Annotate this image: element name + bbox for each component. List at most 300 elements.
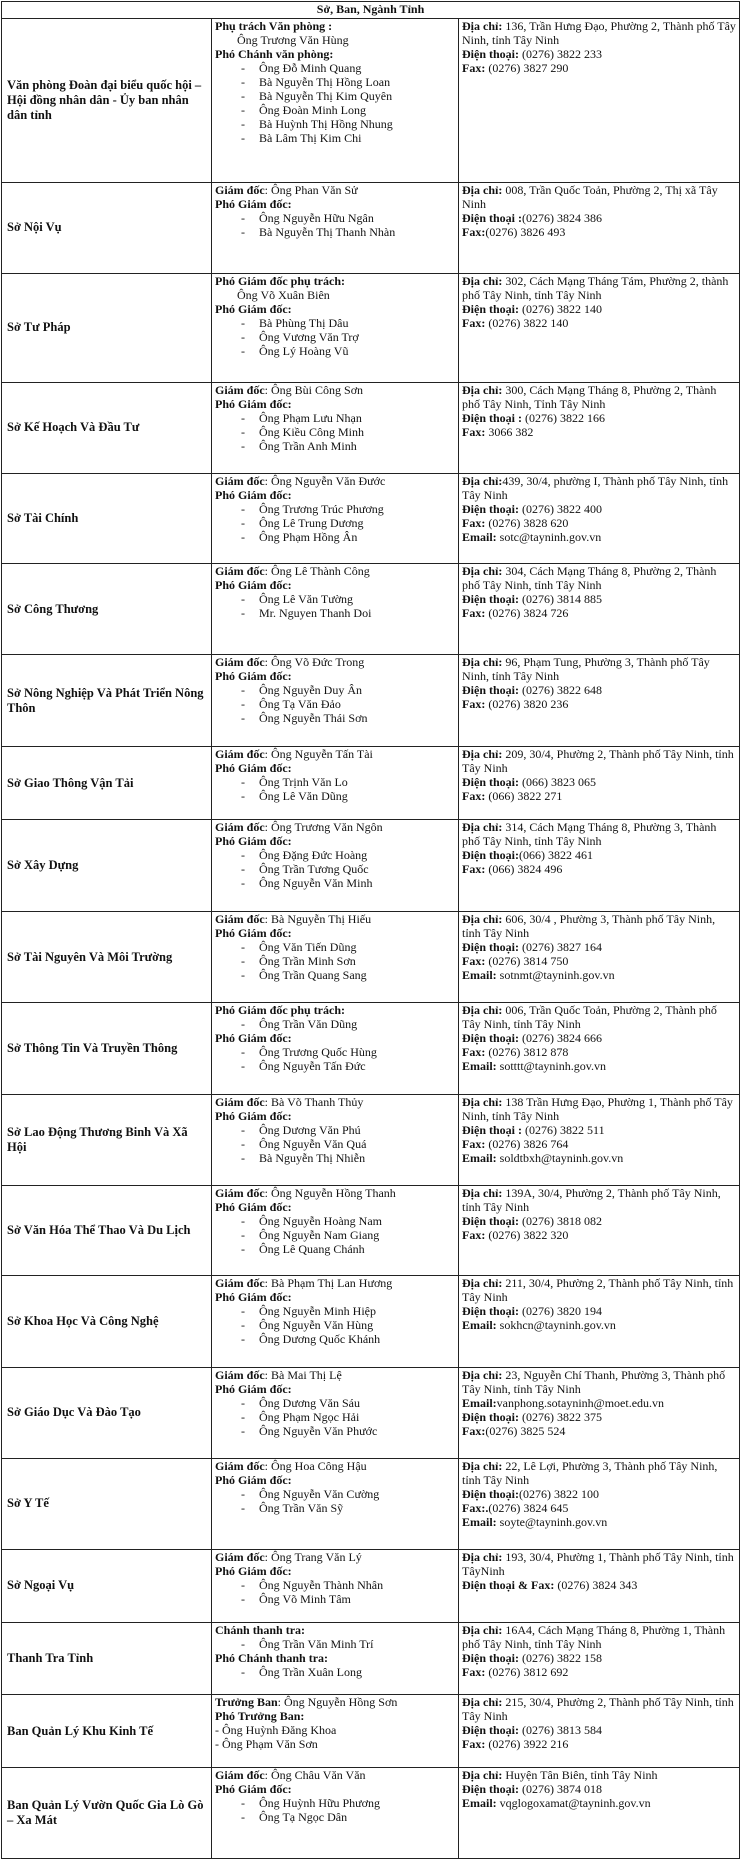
- role-label: Giám đốc: [215, 1768, 265, 1783]
- contact-value: (0276) 3822 648: [522, 683, 603, 698]
- leader-name: : Bà Mai Thị Lệ: [264, 1368, 342, 1383]
- leader-name: - Ông Dương Văn Sáu: [215, 1396, 455, 1410]
- role-label: Phó Giám đốc phụ trách:: [215, 1002, 346, 1017]
- contact-line: [462, 1186, 736, 1214]
- contact-line: [462, 1737, 736, 1751]
- contact-value: (0276) 3822 320: [488, 1227, 569, 1242]
- contact-separator: :: [498, 1458, 506, 1473]
- contact-label: Địa chỉ: [462, 1768, 499, 1783]
- table-row: [2, 1368, 740, 1459]
- leader-name: : Ông Trương Văn Ngôn: [264, 820, 383, 835]
- contact-label: Fax: [462, 1044, 482, 1059]
- contact-value: 211, 30/4, Phường 2, Thành phố Tây Ninh, tỉnh Tây Ninh: [462, 1276, 734, 1305]
- contact-line: [462, 1151, 736, 1165]
- contact-separator: :: [498, 1094, 506, 1109]
- leader-line: [215, 655, 455, 669]
- agency-name: Sở Nông Nghiệp Và Phát Triển Nông Thôn: [2, 655, 212, 747]
- contact-label: Điện thoại: [462, 1213, 516, 1228]
- leader-name: : Bà Nguyễn Thị Hiếu: [264, 912, 372, 927]
- contact-line: [462, 820, 736, 848]
- contact-value: (0276) 3818 082: [522, 1213, 603, 1228]
- leader-line: [215, 1550, 455, 1564]
- leader-name: - Ông Trần Văn Sỹ: [215, 1501, 455, 1515]
- contact-label: Địa chỉ: [462, 912, 499, 927]
- role-label: Phụ trách Văn phòng :: [215, 19, 333, 33]
- leader-name: - Ông Nguyễn Văn Cường: [215, 1487, 455, 1501]
- role-label: Giám đốc: [215, 1276, 265, 1291]
- leader-name: - Ông Huỳnh Hữu Phương: [215, 1796, 455, 1810]
- table-row: [2, 1094, 740, 1185]
- contact-label: Điện thoại & Fax: [462, 1577, 551, 1592]
- contact-value: soldtbxh@tayninh.gov.vn: [499, 1150, 624, 1165]
- contact-separator: :: [515, 592, 523, 607]
- agency-name: Ban Quản Lý Khu Kinh Tế: [2, 1694, 212, 1767]
- contact-value: sotttt@tayninh.gov.vn: [499, 1058, 606, 1073]
- leader-name: - Bà Nguyễn Thị Thanh Nhàn: [215, 225, 455, 239]
- contact-separator: :: [498, 182, 506, 197]
- leader-name: - Ông Đặng Đức Hoàng: [215, 848, 455, 862]
- contact-value: (0276) 3820 194: [522, 1304, 603, 1319]
- role-label: Phó Giám đốc phụ trách:: [215, 273, 346, 288]
- table-row: [2, 273, 740, 382]
- leaders-cell: [212, 1368, 459, 1459]
- contact-label: Điện thoại: [462, 501, 516, 516]
- leader-name: - Bà Lâm Thị Kim Chi: [215, 131, 455, 145]
- contact-separator: :: [481, 61, 489, 75]
- contact-label: Điện thoại: [462, 1410, 516, 1425]
- contact-label: Địa chỉ: [462, 273, 499, 288]
- contact-line: [462, 19, 736, 47]
- contact-separator: :: [492, 529, 500, 544]
- leader-name: : Ông Lê Thành Công: [264, 564, 370, 579]
- leader-name: - Ông Đỗ Minh Quang: [215, 61, 455, 75]
- contact-separator: :: [492, 1318, 500, 1333]
- contact-value: Huyện Tân Biên, tỉnh Tây Ninh: [505, 1768, 658, 1783]
- contact-value: (0276) 3827 290: [488, 61, 569, 75]
- role-label: Giám đốc: [215, 1094, 265, 1109]
- contact-label: Địa chỉ: [462, 473, 499, 488]
- contact-separator: :: [498, 912, 506, 927]
- leader-name: - Ông Nguyễn Tấn Đức: [215, 1059, 455, 1073]
- contact-line: [462, 1396, 736, 1410]
- table-row: [2, 1458, 740, 1549]
- contact-value: 193, 30/4, Phường 1, Thành phố Tây Ninh, tỉnh TâyNinh: [462, 1549, 734, 1578]
- leader-line: [215, 1276, 455, 1290]
- contact-line: [462, 1723, 736, 1737]
- contact-separator: :: [515, 301, 523, 316]
- leader-name: : Ông Hoa Công Hậu: [264, 1458, 367, 1473]
- table-header: Sở, Ban, Ngành Tỉnh: [2, 2, 740, 19]
- contact-label: Địa chỉ: [462, 820, 499, 835]
- contact-label: Điện thoại: [462, 210, 516, 225]
- contact-line: [462, 1424, 736, 1438]
- table-row: [2, 564, 740, 655]
- leader-name: - Bà Nguyễn Thị Kim Quyên: [215, 89, 455, 103]
- contact-separator: :: [481, 1664, 489, 1679]
- leaders-cell: [212, 1002, 459, 1094]
- contact-value: 209, 30/4, Phường 2, Thành phố Tây Ninh, tỉnh Tây Ninh: [462, 747, 734, 776]
- leader-name: - Ông Nguyễn Văn Phước: [215, 1424, 455, 1438]
- leaders-cell: [212, 820, 459, 912]
- leader-name: - Bà Nguyễn Thị Hồng Loan: [215, 75, 455, 89]
- contact-line: [462, 1137, 736, 1151]
- contact-value: 304, Cách Mạng Tháng 8, Phường 2, Thành phố Tây Ninh, tỉnh Tây Ninh: [462, 564, 717, 593]
- contact-separator: :: [550, 1577, 558, 1592]
- contacts-cell: [459, 1276, 740, 1368]
- leaders-cell: [212, 564, 459, 655]
- role-label: Phó Giám đốc:: [215, 196, 292, 211]
- contact-label: Địa chỉ: [462, 1276, 499, 1291]
- contact-value: (0276) 3822 233: [522, 47, 603, 61]
- agency-name: Ban Quản Lý Vườn Quốc Gia Lò Gò – Xa Mát: [2, 1768, 212, 1859]
- contact-line: [462, 747, 736, 775]
- leader-name: - Ông Lê Văn Dũng: [215, 789, 455, 803]
- contact-value: 300, Cách Mạng Tháng 8, Phường 2, Thành phố Tây Ninh, Tỉnh Tây Ninh: [462, 383, 717, 412]
- contact-line: [462, 789, 736, 803]
- agency-name: Sở Kế Hoạch Và Đầu Tư: [2, 383, 212, 474]
- contact-separator: :: [498, 564, 506, 579]
- contact-line: [462, 316, 736, 330]
- contact-label: Fax: [462, 315, 482, 330]
- contact-line: [462, 954, 736, 968]
- contact-line: [462, 912, 736, 940]
- contacts-cell: [459, 273, 740, 382]
- contact-label: Địa chỉ: [462, 1094, 499, 1109]
- leader-name: - Ông Nguyễn Hoàng Nam: [215, 1214, 455, 1228]
- contact-line: [462, 1578, 736, 1592]
- leaders-cell: [212, 1622, 459, 1694]
- contact-line: [462, 411, 736, 425]
- contact-label: Địa chỉ: [462, 1185, 499, 1200]
- contact-label: Email: [462, 1396, 493, 1411]
- contact-line: [462, 1304, 736, 1318]
- contact-value: (0276) 3825 524: [485, 1424, 566, 1439]
- contact-line: [462, 1214, 736, 1228]
- leaders-cell: [212, 19, 459, 183]
- contact-label: Fax: [462, 61, 482, 75]
- leader-name: - Ông Lê Quang Chánh: [215, 1242, 455, 1256]
- contact-value: sokhcn@tayninh.gov.vn: [499, 1318, 616, 1333]
- contact-label: Địa chỉ: [462, 655, 499, 670]
- agency-name: Sở Lao Động Thương Binh Và Xã Hội: [2, 1094, 212, 1185]
- contact-label: Điện thoại: [462, 1122, 516, 1137]
- leaders-cell: [212, 182, 459, 273]
- contact-label: Điện thoại: [462, 775, 516, 790]
- contact-line: [462, 1651, 736, 1665]
- contact-separator: :: [498, 1549, 506, 1564]
- contact-separator: :: [515, 683, 523, 698]
- table-row: [2, 383, 740, 474]
- agency-name: Sở Thông Tin Và Truyền Thông: [2, 1002, 212, 1094]
- contact-separator: :: [492, 1150, 500, 1165]
- contact-value: vqglogoxamat@tayninh.gov.vn: [499, 1796, 651, 1811]
- contact-line: [462, 1031, 736, 1045]
- contact-label: Điện thoại: [462, 592, 516, 607]
- leaders-cell: [212, 747, 459, 820]
- table-row: [2, 747, 740, 820]
- table-row: [2, 912, 740, 1003]
- contact-separator: :: [498, 273, 506, 288]
- contact-line: [462, 1059, 736, 1073]
- agency-name: Sở Khoa Học Và Công Nghệ: [2, 1276, 212, 1368]
- contact-line: [462, 1501, 736, 1515]
- leader-name: - Ông Trần Anh Minh: [215, 439, 455, 453]
- contact-separator: :: [515, 940, 523, 955]
- contacts-cell: [459, 1694, 740, 1767]
- leader-name: - Ông Trần Văn Minh Trí: [215, 1637, 455, 1651]
- contact-label: Địa chỉ: [462, 1694, 499, 1709]
- contact-label: Điện thoại: [462, 940, 516, 955]
- contact-line: [462, 940, 736, 954]
- leaders-cell: [212, 273, 459, 382]
- contact-label: Fax: [462, 1136, 482, 1151]
- contact-value: (0276) 3822 140: [488, 315, 569, 330]
- leader-name: : Ông Võ Đức Trong: [264, 655, 365, 670]
- leader-name: - Ông Lý Hoàng Vũ: [215, 344, 455, 358]
- contact-line: [462, 47, 736, 61]
- contact-label: Địa chỉ: [462, 1458, 499, 1473]
- contacts-cell: [459, 1368, 740, 1459]
- table-row: [2, 1549, 740, 1622]
- contact-separator: :: [481, 1227, 489, 1242]
- leaders-cell: [212, 1276, 459, 1368]
- leader-name: Ông Võ Xuân Biên: [237, 287, 330, 302]
- contact-value: (0276) 3812 692: [488, 1664, 569, 1679]
- leader-line: [215, 1695, 455, 1709]
- role-label: Phó Chánh thanh tra:: [215, 1650, 329, 1665]
- contact-label: Điện thoại: [462, 47, 516, 61]
- leader-name: - Bà Nguyễn Thị Nhiễn: [215, 1151, 455, 1165]
- contacts-cell: [459, 1458, 740, 1549]
- contact-separator: :: [498, 1185, 506, 1200]
- directory-rows: [2, 19, 740, 1859]
- contact-label: Điện thoại: [462, 1486, 516, 1501]
- contact-line: [462, 183, 736, 211]
- contact-line: [462, 968, 736, 982]
- role-label: Giám đốc: [215, 1458, 265, 1473]
- contact-value: (066) 3824 496: [488, 862, 563, 877]
- contact-label: Địa chỉ: [462, 1622, 499, 1637]
- leader-line: [215, 564, 455, 578]
- role-label: Giám đốc: [215, 383, 265, 398]
- contact-label: Email: [462, 968, 493, 983]
- leader-name: - Ông Nguyễn Thành Nhân: [215, 1578, 455, 1592]
- contact-value: (066) 3822 271: [488, 789, 563, 804]
- contact-line: [462, 1768, 736, 1782]
- table-row: [2, 1185, 740, 1276]
- leader-name: - Ông Lê Văn Tường: [215, 592, 455, 606]
- contact-line: [462, 1318, 736, 1332]
- contact-line: [462, 1276, 736, 1304]
- leader-line: [215, 1368, 455, 1382]
- role-label: Giám đốc: [215, 820, 265, 835]
- contact-value: (0276) 3822 140: [522, 301, 603, 316]
- contacts-cell: [459, 747, 740, 820]
- contact-value: (0276) 3828 620: [488, 515, 569, 530]
- contacts-cell: [459, 1622, 740, 1694]
- contact-line: [462, 1003, 736, 1031]
- leader-name: - Ông Nguyễn Minh Hiệp: [215, 1304, 455, 1318]
- contact-line: [462, 848, 736, 862]
- leader-name: Ông Trương Văn Hùng: [237, 33, 349, 47]
- leader-name: - Ông Trần Tương Quốc: [215, 862, 455, 876]
- contact-value: 22, Lê Lợi, Phường 3, Thành phố Tây Ninh, tỉnh Tây Ninh: [462, 1458, 718, 1487]
- contact-separator: :: [515, 210, 523, 225]
- leaders-cell: [212, 1458, 459, 1549]
- contacts-cell: [459, 820, 740, 912]
- role-label: Trưởng Ban: [215, 1694, 278, 1709]
- agency-name: Sở Giáo Dục Và Đào Tạo: [2, 1368, 212, 1459]
- contact-line: [462, 425, 736, 439]
- contact-separator: :: [498, 19, 506, 33]
- contact-separator: :: [498, 383, 506, 398]
- contact-separator: :: [498, 655, 506, 670]
- table-row: [2, 1002, 740, 1094]
- contact-label: Fax: [462, 1424, 482, 1439]
- contact-label: Điện thoại: [462, 301, 516, 316]
- table-row: [2, 473, 740, 564]
- leader-name: - Ông Phạm Lưu Nhạn: [215, 411, 455, 425]
- contact-separator: :: [481, 1424, 486, 1439]
- agency-name: Văn phòng Đoàn đại biểu quốc hội – Hội đồng nhân dân - Ủy ban nhân dân tỉnh: [2, 19, 212, 183]
- contacts-cell: [459, 655, 740, 747]
- contact-value: (0276) 3822 511: [525, 1122, 605, 1137]
- contact-label: Địa chỉ: [462, 1549, 499, 1564]
- contact-separator: :: [492, 1514, 500, 1529]
- leader-name: : Ông Nguyễn Văn Đước: [264, 473, 386, 488]
- leader-line: [215, 183, 455, 197]
- contact-separator: :: [498, 473, 503, 488]
- leader-name: - Bà Phùng Thị Dâu: [215, 316, 455, 330]
- contact-value: (0276) 3874 018: [522, 1782, 603, 1797]
- leader-name: - Ông Nguyễn Văn Quá: [215, 1137, 455, 1151]
- contact-separator: :: [492, 1796, 500, 1811]
- contacts-cell: [459, 473, 740, 564]
- role-label: Giám đốc: [215, 564, 265, 579]
- leaders-cell: [212, 1094, 459, 1185]
- leader-line: [215, 1459, 455, 1473]
- role-label: Phó Giám đốc:: [215, 1782, 292, 1797]
- contact-line: [462, 383, 736, 411]
- role-label: Giám đốc: [215, 912, 265, 927]
- leader-name: : Ông Nguyễn Hồng Thanh: [264, 1185, 396, 1200]
- table-header-row: [2, 2, 740, 19]
- contact-label: Địa chỉ: [462, 1002, 499, 1017]
- contact-label: Fax: [462, 862, 482, 877]
- contact-label: Địa chỉ: [462, 747, 499, 762]
- contacts-cell: [459, 564, 740, 655]
- leader-line: [215, 820, 455, 834]
- contact-label: Email: [462, 1796, 493, 1811]
- contact-separator: :: [481, 315, 489, 330]
- contact-separator: :: [481, 606, 489, 621]
- contact-label: Fax: [462, 1664, 482, 1679]
- contact-label: Email: [462, 1514, 493, 1529]
- leader-name: - Ông Phạm Văn Sơn: [215, 1736, 318, 1751]
- contact-value: 215, 30/4, Phường 2, Thành phố Tây Ninh, tỉnh Tây Ninh: [462, 1694, 734, 1723]
- contact-label: Điện thoại: [462, 411, 516, 426]
- role-label: Phó Giám đốc:: [215, 578, 292, 593]
- table-row: [2, 1694, 740, 1767]
- contact-value: (0276) 3826 764: [488, 1136, 569, 1151]
- contact-label: Điện thoại: [462, 1304, 516, 1319]
- role-label: Phó Giám đốc:: [215, 1030, 292, 1045]
- contact-label: Địa chỉ: [462, 1368, 499, 1383]
- role-label: Phó Giám đốc:: [215, 669, 292, 684]
- leader-name: - Ông Trần Minh Sơn: [215, 954, 455, 968]
- contact-line: [462, 1410, 736, 1424]
- role-label: Chánh thanh tra:: [215, 1622, 306, 1637]
- contact-line: [462, 697, 736, 711]
- contact-separator: :: [515, 411, 526, 426]
- contact-separator: :: [481, 515, 489, 530]
- contact-separator: :: [498, 1622, 506, 1637]
- leader-name: - Ông Nguyễn Thái Sơn: [215, 711, 455, 725]
- contact-value: (0276) 3813 584: [522, 1722, 603, 1737]
- contact-value: 008, Trần Quốc Toản, Phường 2, Thị xã Tây Ninh: [462, 182, 718, 211]
- contact-label: Địa chỉ: [462, 182, 499, 197]
- contact-value: vanphong.sotayninh@moet.edu.vn: [496, 1396, 665, 1411]
- contact-value: 96, Phạm Tung, Phường 3, Thành phố Tây Ninh, tỉnh Tây Ninh: [462, 655, 710, 684]
- leader-name: - Ông Trần Xuân Long: [215, 1665, 455, 1679]
- contact-label: Fax: [462, 954, 482, 969]
- contact-separator: :: [481, 1044, 489, 1059]
- contact-separator: :: [481, 954, 489, 969]
- contact-value: soyte@tayninh.gov.vn: [499, 1514, 608, 1529]
- contact-value: (0276) 3922 216: [488, 1736, 569, 1751]
- contact-label: Fax: [462, 425, 482, 440]
- contact-line: [462, 302, 736, 316]
- agency-name: Sở Giao Thông Vận Tải: [2, 747, 212, 820]
- role-label: Phó Giám đốc:: [215, 1199, 292, 1214]
- contacts-cell: [459, 383, 740, 474]
- table-row: [2, 820, 740, 912]
- contact-separator: :: [492, 1058, 500, 1073]
- role-label: Giám đốc: [215, 1549, 265, 1564]
- contact-value: sotnmt@tayninh.gov.vn: [499, 968, 615, 983]
- leader-name: - Ông Vương Văn Trợ: [215, 330, 455, 344]
- contact-line: [462, 1623, 736, 1651]
- contact-value: sotc@tayninh.gov.vn: [499, 529, 602, 544]
- contact-separator: :: [492, 1396, 497, 1411]
- contact-value: (0276) 3814 885: [522, 592, 603, 607]
- leader-name: - Ông Lê Trung Dương: [215, 516, 455, 530]
- leader-name: - Ông Dương Quốc Khánh: [215, 1332, 455, 1346]
- leader-name: - Ông Phạm Ngọc Hải: [215, 1410, 455, 1424]
- contact-line: [462, 61, 736, 75]
- contact-separator: :: [498, 1276, 506, 1291]
- leader-name: - Ông Dương Văn Phú: [215, 1123, 455, 1137]
- role-label: Phó Giám đốc:: [215, 761, 292, 776]
- role-label: Phó Giám đốc:: [215, 1472, 292, 1487]
- role-label: Phó Giám đốc:: [215, 487, 292, 502]
- agency-name: Sở Xây Dựng: [2, 820, 212, 912]
- contact-line: [462, 606, 736, 620]
- contact-line: [462, 211, 736, 225]
- contact-label: Fax: [462, 1736, 482, 1751]
- contact-value: 138 Trần Hưng Đạo, Phường 1, Thành phố Tây Ninh, tỉnh Tây Ninh: [462, 1094, 733, 1123]
- contacts-cell: [459, 1094, 740, 1185]
- leader-name: : Ông Châu Văn Văn: [264, 1768, 366, 1783]
- role-label: Giám đốc: [215, 1185, 265, 1200]
- agency-name: Sở Tài Nguyên Và Môi Trường: [2, 912, 212, 1003]
- role-label: Giám đốc: [215, 1368, 265, 1383]
- leader-name: : Ông Phan Văn Sử: [264, 182, 358, 197]
- role-label: Phó Giám đốc:: [215, 834, 292, 849]
- agency-name: Sở Y Tế: [2, 1458, 212, 1549]
- contact-value: (0276) 3822 158: [522, 1650, 603, 1665]
- leader-name: - Ông Nguyễn Nam Giang: [215, 1228, 455, 1242]
